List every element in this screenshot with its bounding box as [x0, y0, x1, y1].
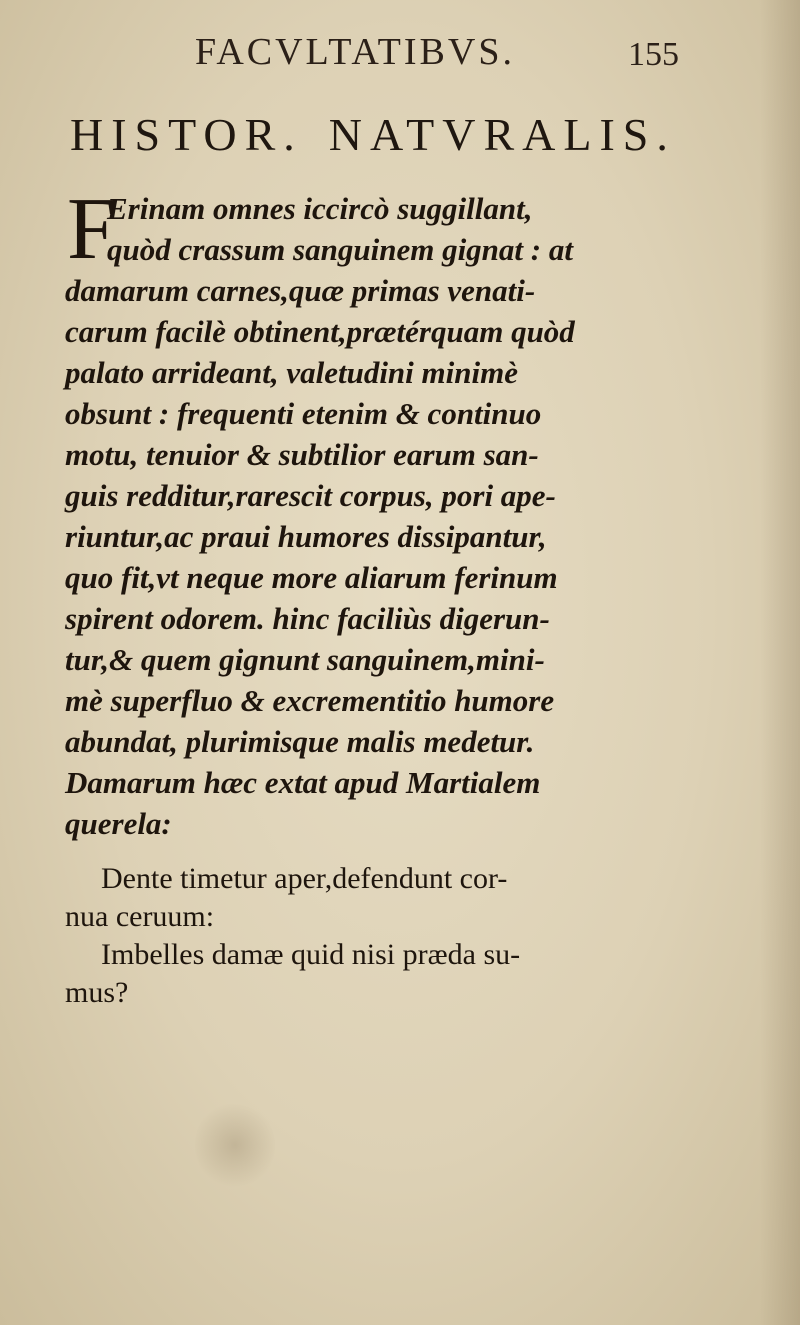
verse-line: mus? [65, 976, 129, 1009]
verse-line: Dente timetur aper,defendunt cor- [101, 862, 508, 895]
paragraph-line: palato arrideant, valetudini minimè [65, 355, 518, 390]
paragraph-line: abundat, plurimisque malis medetur. [65, 724, 535, 759]
paragraph-line: querela: [65, 806, 172, 841]
verse-line: Imbelles damæ quid nisi præda su- [101, 938, 521, 971]
running-title: FACVLTATIBVS. [195, 31, 515, 73]
paper-stain [195, 1100, 275, 1190]
paragraph [65, 181, 725, 844]
paragraph-line: motu, tenuior & subtilior earum san- [65, 437, 539, 472]
page-number: 155 [628, 36, 679, 73]
paragraph-line: Erinam omnes iccircò suggillant, [107, 191, 533, 226]
paragraph-line: damarum carnes,quæ primas venati- [65, 273, 536, 308]
section-title-word-1: HISTOR. [70, 109, 303, 160]
page-edge-shadow [760, 0, 800, 1325]
paragraph-line: guis redditur,rarescit corpus, pori ape- [65, 478, 556, 513]
paragraph-line: Damarum hæc extat apud Martialem [65, 765, 541, 800]
running-head [0, 30, 800, 80]
verse-line: nua ceruum: [65, 900, 215, 933]
section-title [70, 108, 676, 161]
paragraph-line: riuntur,ac praui humores dissipantur, [65, 519, 547, 554]
paragraph-line: carum facilè obtinent,prætérquam quòd [65, 314, 575, 349]
section-title-word-2: NATVRALIS. [328, 109, 676, 160]
paragraph-line: obsunt : frequenti etenim & continuo [65, 396, 542, 431]
paragraph-line: quòd crassum sanguinem gignat : at [107, 232, 573, 267]
verse-quotation [65, 860, 735, 1012]
drop-cap: F [67, 181, 116, 278]
paragraph-line: quo fit,vt neque more aliarum ferinum [65, 560, 558, 595]
paragraph-line: tur,& quem gignunt sanguinem,mini- [65, 642, 545, 677]
paragraph-line: spirent odorem. hinc faciliùs digerun- [65, 601, 550, 636]
paragraph-line: mè superfluo & excrementitio humore [65, 683, 555, 718]
